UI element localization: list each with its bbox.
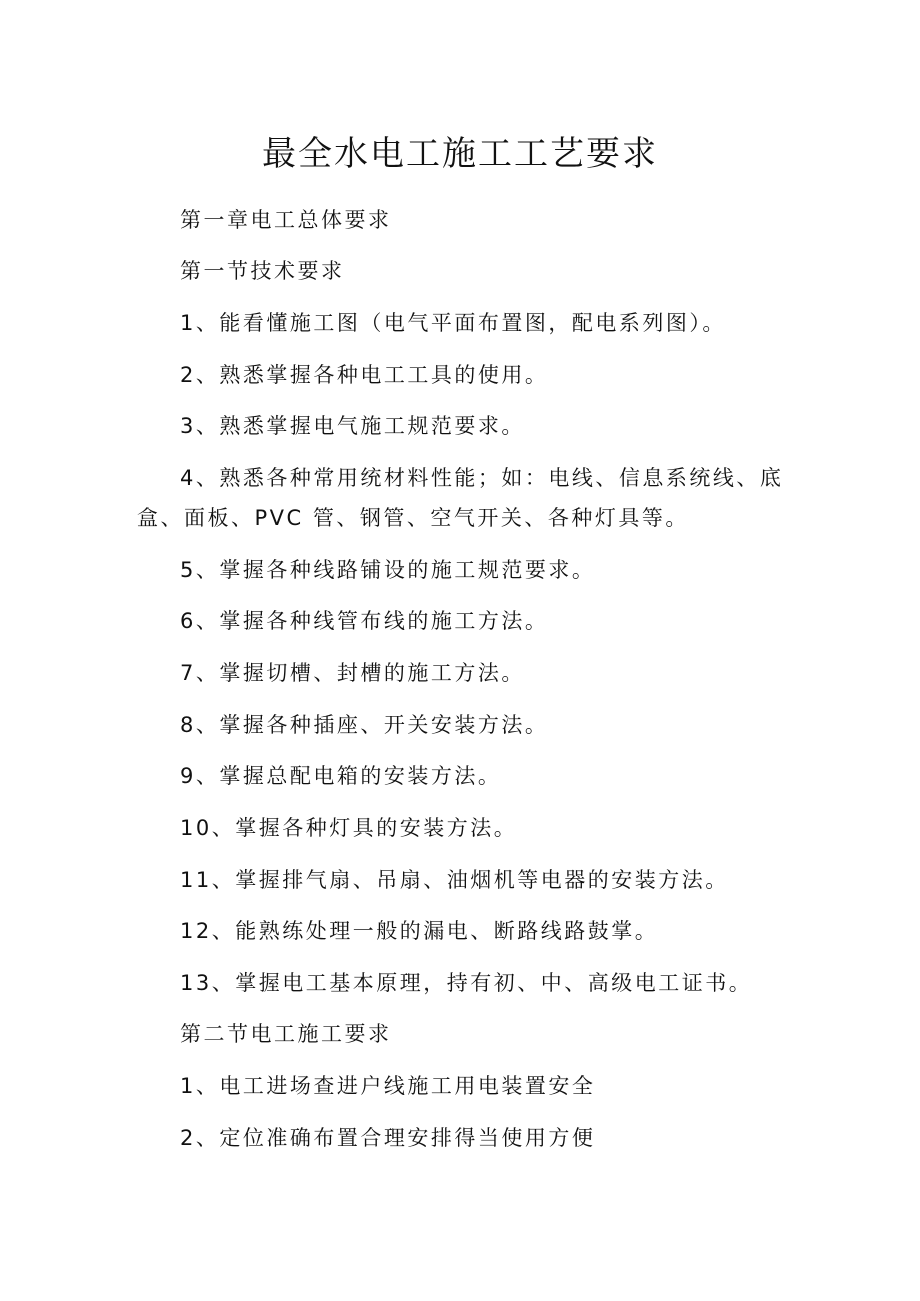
- list-item: 13、掌握电工基本原理，持有初、中、高级电工证书。: [180, 971, 753, 995]
- list-item: 6、掌握各种线管布线的施工方法。: [180, 609, 549, 633]
- list-item: 11、掌握排气扇、吊扇、油烟机等电器的安装方法。: [180, 868, 729, 892]
- list-item: 1、电工进场查进户线施工用电装置安全: [180, 1074, 596, 1098]
- list-item: 12、能熟练处理一般的漏电、断路线路鼓掌。: [180, 919, 659, 943]
- list-item: 5、掌握各种线路铺设的施工规范要求。: [180, 558, 596, 582]
- section-heading: 第二节电工施工要求: [180, 1022, 392, 1046]
- chapter-heading: 第一章电工总体要求: [180, 208, 392, 232]
- list-item: 1、能看懂施工图（电气平面布置图，配电系列图）。: [180, 311, 726, 335]
- list-item: 2、熟悉掌握各种电工工具的使用。: [180, 363, 549, 387]
- list-item-continuation: 盒、面板、PVC 管、钢管、空气开关、各种灯具等。: [137, 506, 689, 530]
- list-item: 10、掌握各种灯具的安装方法。: [180, 816, 518, 840]
- list-item: 7、掌握切槽、封槽的施工方法。: [180, 661, 525, 685]
- list-item: 4、熟悉各种常用统材料性能；如：电线、信息系统线、底: [180, 466, 784, 490]
- list-item: 9、掌握总配电箱的安装方法。: [180, 764, 502, 788]
- document-title: 最全水电工施工工艺要求: [262, 134, 658, 174]
- section-heading: 第一节技术要求: [180, 259, 345, 283]
- list-item: 2、定位准确布置合理安排得当使用方便: [180, 1126, 596, 1150]
- list-item: 8、掌握各种插座、开关安装方法。: [180, 713, 549, 737]
- list-item: 3、熟悉掌握电气施工规范要求。: [180, 414, 525, 438]
